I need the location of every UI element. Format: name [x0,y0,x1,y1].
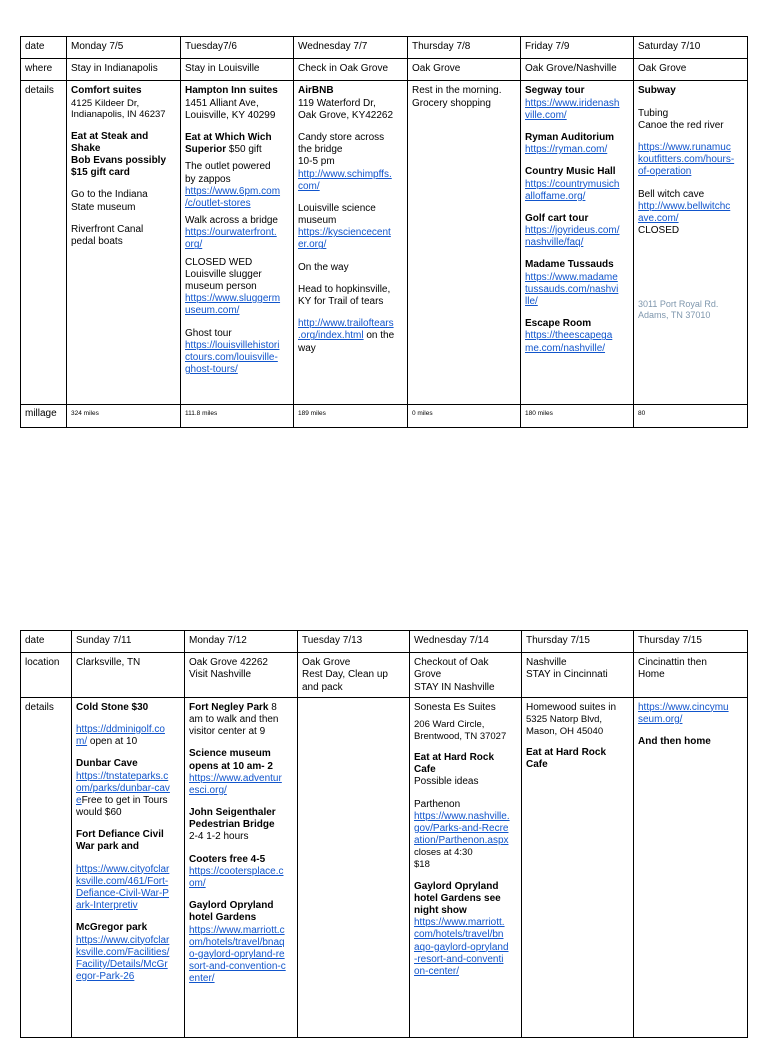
details-cell-sunday [72,697,185,1037]
country-music-link[interactable]: https://countrymusich [525,178,620,190]
activity-text: $18 [414,858,430,870]
cooters-link[interactable]: om/ [189,878,206,889]
location-text: Grove [414,669,442,681]
address-line: Brentwood, TN 37027 [414,730,507,742]
activity-title: Gaylord Opryland [414,880,499,892]
activity-text: would $60 [76,807,122,819]
fort-defiance-link[interactable]: https://www.cityofclar [76,863,170,875]
header-cell: Thursday 7/8 [408,37,521,59]
mcgregor-park-link[interactable]: egor-Park-26 [76,971,135,983]
itinerary-table-week-1 [20,36,748,428]
outlet-link[interactable]: /c/outlet-stores [185,197,251,209]
activity-text: Canoe the red river [638,119,724,131]
location-text: Checkout of Oak [414,657,489,669]
waterfront-link[interactable]: org/ [185,239,203,251]
address-line: Indianapolis, IN 46237 [71,109,166,121]
where-cell: Oak Grove/Nashville [521,59,634,81]
dunbar-cave-link[interactable]: om/parks/dunbar-cav [76,782,170,794]
minigolf-line [76,736,180,748]
dunbar-line [76,795,180,807]
address-line: Mason, OH 45040 [526,725,604,737]
ryman-link[interactable]: https://ryman.com/ [525,144,608,156]
activity-title: Cafe [414,764,436,776]
slugger-link[interactable]: https://www.sluggerm [185,293,281,305]
gaylord-opryland-link[interactable]: -resort-and-conventi [414,953,504,965]
header-cell: Wednesday 7/7 [294,37,408,59]
activity-title: Eat at Which Wich [185,131,272,143]
activity-text: Ghost tour [185,327,232,339]
header-cell: Tuesday 7/13 [298,631,410,653]
activity-text: 10-5 pm [298,156,335,168]
activity-note: $50 gift [226,144,262,156]
escape-room-link[interactable]: me.com/nashville/ [525,342,606,354]
header-row [21,631,748,653]
header-row [21,37,748,59]
segway-link[interactable]: ville.com/ [525,109,567,121]
trail-of-tears-link[interactable]: .org/index.html [298,330,364,342]
header-cell: Thursday 7/15 [522,631,634,653]
fort-negley-line [189,702,293,714]
header-cell: Sunday 7/11 [72,631,185,653]
activity-title: Eat at Hard Rock [414,752,495,764]
activity-title: Golf cart tour [525,212,589,224]
location-text: Home [638,669,665,681]
address-line: 5325 Natorp Blvd, [526,713,603,725]
parthenon-link[interactable]: https://www.nashville. [414,810,510,822]
activity-text: 2-4 1-2 hours [189,831,249,843]
waterfront-link[interactable]: https://ourwaterfront. [185,227,277,239]
bell-witch-link[interactable]: ave.com/ [638,212,679,224]
gaylord-opryland-link[interactable]: https://www.marriott.c [189,924,285,936]
activity-title: Eat at Steak and [71,130,149,142]
details-cell-monday [67,81,181,405]
activity-title: $15 gift card [71,167,130,179]
location-cell [185,653,298,698]
runamuck-link[interactable]: koutfitters.com/hours- [638,154,735,166]
details-label: details [21,697,72,1037]
activity-title: Segway tour [525,85,585,97]
where-cell: Oak Grove [634,59,748,81]
activity-text: Possible ideas [414,776,479,788]
details-cell-friday [521,81,634,405]
location-text: Clarksville, TN [76,657,141,669]
header-cell: Friday 7/9 [521,37,634,59]
activity-text: on the [363,330,395,342]
activity-title: hotel Gardens [189,912,257,924]
activity-text: Parthenon [414,798,461,810]
closed-note: CLOSED [638,225,680,237]
where-cell: where [21,59,67,81]
activity-text: by zappos [185,173,231,185]
header-cell: Thursday 7/15 [634,631,748,653]
address-line: 206 Ward Circle, [414,718,485,730]
ghost-tour-link[interactable]: ghost-tours/ [185,364,238,376]
activity-text: pedal boats [71,236,123,248]
gaylord-opryland-link[interactable]: com/hotels/travel/bn [414,929,504,941]
activity-text: Candy store across [298,131,385,143]
location-text: Visit Nashville [189,669,252,681]
address-line: Louisville, KY 40299 [185,109,276,121]
location-text: Nashville [526,657,567,669]
activity-text: museum [298,215,337,227]
adventure-science-link[interactable]: esci.org/ [189,784,227,796]
details-cell-tuesday [298,697,410,1037]
location-cell [72,653,185,698]
gaylord-opryland-link[interactable]: o-gaylord-opryland-re [189,948,285,960]
where-cell: Stay in Louisville [181,59,294,81]
candy-store-link[interactable]: com/ [298,180,320,192]
details-cell-wednesday [294,81,408,405]
location-cell [298,653,410,698]
activity-title: Cooters free 4-5 [189,853,266,865]
activity-text: State museum [71,201,136,213]
details-cell-tuesday [181,81,294,405]
activity-title: Gaylord Opryland [189,900,274,912]
activity-text: Riverfront Canal [71,223,144,235]
activity-text: Free to get in Tours [81,794,168,806]
details-cell-friday [634,697,748,1037]
parthenon-link[interactable]: gov/Parks-and-Recre [414,823,509,835]
location-cell [410,653,522,698]
activity-text: Go to the Indiana [71,189,148,201]
activity-text: Tubing [638,107,669,119]
runamuck-link[interactable]: https://www.runamuc [638,141,731,153]
millage-row [21,405,748,427]
location-text: STAY IN Nashville [414,681,495,693]
location-text: Rest Day, Clean up [302,669,388,681]
activity-title: opens at 10 am- 2 [189,760,273,772]
millage-cell: 80 [634,405,748,427]
details-cell-thursday [522,697,634,1037]
madame-tussauds-link[interactable]: https://www.madame [525,271,618,283]
activity-text: am to walk and then [189,713,279,725]
hotel-name: Comfort suites [71,85,142,97]
header-cell: Monday 7/5 [67,37,181,59]
escape-room-link[interactable]: https://theescapega [525,330,613,342]
activity-title: Subway [638,85,676,97]
millage-cell: 0 miles [408,405,521,427]
dunbar-cave-link[interactable]: e [76,794,82,806]
gaylord-opryland-link[interactable]: enter/ [189,973,215,985]
details-cell-saturday [634,81,748,405]
location-row [21,653,748,698]
details-label: details [21,81,67,405]
madame-tussauds-link[interactable]: tussauds.com/nashvi [525,283,619,295]
parthenon-link[interactable]: ation/Parthenon.aspx [414,835,509,847]
details-cell-thursday [408,81,521,405]
mcgregor-park-link[interactable]: ksville.com/Facilities/ [76,946,170,958]
header-cell: Tuesday7/6 [181,37,294,59]
minigolf-link[interactable]: m/ [76,736,88,748]
activity-text: Louisville slugger [185,268,262,280]
cincy-museum-link[interactable]: seum.org/ [638,713,683,725]
address-line: 3011 Port Royal Rd. [638,299,719,310]
where-cell: Check in Oak Grove [294,59,408,81]
science-museum-link[interactable]: https://kysciencecent [298,227,391,239]
activity-title: Science museum [189,748,271,760]
activity-text: CLOSED WED [185,256,253,268]
location-cell [522,653,634,698]
activity-text: the bridge [298,144,343,156]
hotel-name: Homewood suites in [526,701,617,713]
adventure-science-link[interactable]: https://www.adventur [189,772,282,784]
activity-title: McGregor park [76,922,148,934]
trail-line [298,330,403,342]
activity-title: War park and [76,841,139,853]
minigolf-link[interactable]: https://ddminigolf.co [76,723,165,735]
activity-title-line [185,144,289,156]
cincy-museum-link[interactable]: https://www.cincymu [638,701,729,713]
dunbar-cave-link[interactable]: https://tnstateparks.c [76,770,169,782]
candy-store-link[interactable]: http://www.schimpffs. [298,168,392,180]
activity-title: Cold Stone $30 [76,701,149,713]
where-cell: Oak Grove [408,59,521,81]
hotel-name: Sonesta Es Suites [414,701,496,713]
where-row [21,59,748,81]
gaylord-opryland-link[interactable]: https://www.marriott. [414,917,505,929]
location-label: location [21,653,72,698]
slugger-link[interactable]: useum.com/ [185,305,240,317]
activity-title: Escape Room [525,318,592,330]
activity-title: Fort Defiance Civil [76,829,164,841]
activity-title: Ryman Auditorium [525,131,615,143]
activity-text: closes at 4:30 [414,847,473,859]
details-cell-monday [185,697,298,1037]
outlet-link[interactable]: https://www.6pm.com [185,185,281,197]
activity-title: Fort Negley Park [189,701,269,713]
address-line: 119 Waterford Dr, [298,97,376,109]
activity-text: Head to hopkinsville, [298,283,391,295]
fort-defiance-link[interactable]: ark-Interpretiv [76,900,138,912]
segway-link[interactable]: https://www.iridenash [525,97,620,109]
where-cell: Stay in Indianapolis [67,59,181,81]
gaylord-opryland-link[interactable]: om/hotels/travel/bnaq [189,936,285,948]
activity-text: KY for Trail of tears [298,296,384,307]
activity-text: On the way [298,261,349,273]
millage-cell: 180 miles [521,405,634,427]
cooters-link[interactable]: https://cootersplace.c [189,865,284,877]
gaylord-opryland-link[interactable]: sort-and-convention-c [189,961,286,973]
runamuck-link[interactable]: of-operation [638,166,692,178]
activity-text: open at 10 [87,736,138,748]
activity-title: Shake [71,142,101,154]
address-line: Adams, TN 37010 [638,310,711,321]
activity-title: Country Music Hall [525,166,616,178]
activity-text: Grocery shopping [412,97,491,109]
address-line: 4125 Kildeer Dr, [71,97,140,109]
madame-tussauds-link[interactable]: lle/ [525,296,538,307]
activity-text: Rest in the morning. [412,85,502,97]
ghost-tour-link[interactable]: https://louisvillehistori [185,339,280,351]
fort-defiance-link[interactable]: Defiance-Civil-War-P [76,888,169,899]
golf-cart-link[interactable]: https://joyrideus.com/ [525,225,620,237]
millage-cell: 111.8 miles [181,405,294,427]
details-row [21,697,748,1037]
activity-text: Louisville science [298,202,376,214]
details-row [21,81,748,405]
header-cell: date [21,37,67,59]
location-text: Cincinattin then [638,657,707,669]
location-text: STAY in Cincinnati [526,669,608,681]
country-music-link[interactable]: alloffame.org/ [525,190,586,202]
science-museum-link[interactable]: er.org/ [298,239,327,251]
hotel-name: Hampton Inn suites [185,85,278,97]
activity-title: Pedestrian Bridge [189,819,275,831]
location-cell [634,653,748,698]
trail-of-tears-link[interactable]: http://www.trailoftears [298,318,394,330]
millage-cell: 189 miles [294,405,408,427]
hotel-name: AirBNB [298,85,334,97]
address-line: Oak Grove, KY42262 [298,109,394,121]
header-cell: Saturday 7/10 [634,37,748,59]
location-text: Oak Grove [302,657,351,669]
gaylord-opryland-link[interactable]: on-center/ [414,965,460,977]
header-cell: Wednesday 7/14 [410,631,522,653]
activity-title: Madame Tussauds [525,259,614,271]
details-cell-wednesday [410,697,522,1037]
location-text: Oak Grove 42262 [189,657,268,669]
gaylord-opryland-link[interactable]: aqo-gaylord-opryland [414,941,509,953]
golf-cart-link[interactable]: nashville/faq/ [525,237,584,249]
activity-title: John Seigenthaler [189,807,276,819]
activity-title: Cafe [526,759,548,771]
mcgregor-park-link[interactable]: https://www.cityofclar [76,934,170,946]
fort-defiance-link[interactable]: ksville.com/461/Fort- [76,875,169,887]
activity-title: Eat at Hard Rock [526,747,607,759]
activity-title: hotel Gardens see [414,892,501,904]
activity-title: Dunbar Cave [76,758,138,770]
activity-text: 8 [268,701,277,713]
itinerary-table-week-2 [20,630,748,1038]
activity-title: night show [414,904,467,916]
activity-text: museum person [185,281,257,292]
activity-text: Bell witch cave [638,188,705,200]
activity-title: Bob Evans possibly [71,155,167,167]
activity-text: The outlet powered [185,161,271,173]
millage-label: millage [21,405,67,427]
millage-cell: 324 miles [67,405,181,427]
address-line: 1451 Alliant Ave, [185,97,259,109]
activity-text: way [298,342,316,354]
activity-title: Superior [185,144,227,156]
activity-text: visitor center at 9 [189,726,266,738]
header-cell: Monday 7/12 [185,631,298,653]
activity-title: And then home [638,736,711,748]
activity-text: Walk across a bridge [185,215,278,227]
location-text: and pack [302,681,343,693]
header-cell: date [21,631,72,653]
mcgregor-park-link[interactable]: Facility/Details/McGr [76,958,168,970]
bell-witch-link[interactable]: http://www.bellwitchc [638,200,731,212]
ghost-tour-link[interactable]: ctours.com/louisville- [185,351,278,363]
